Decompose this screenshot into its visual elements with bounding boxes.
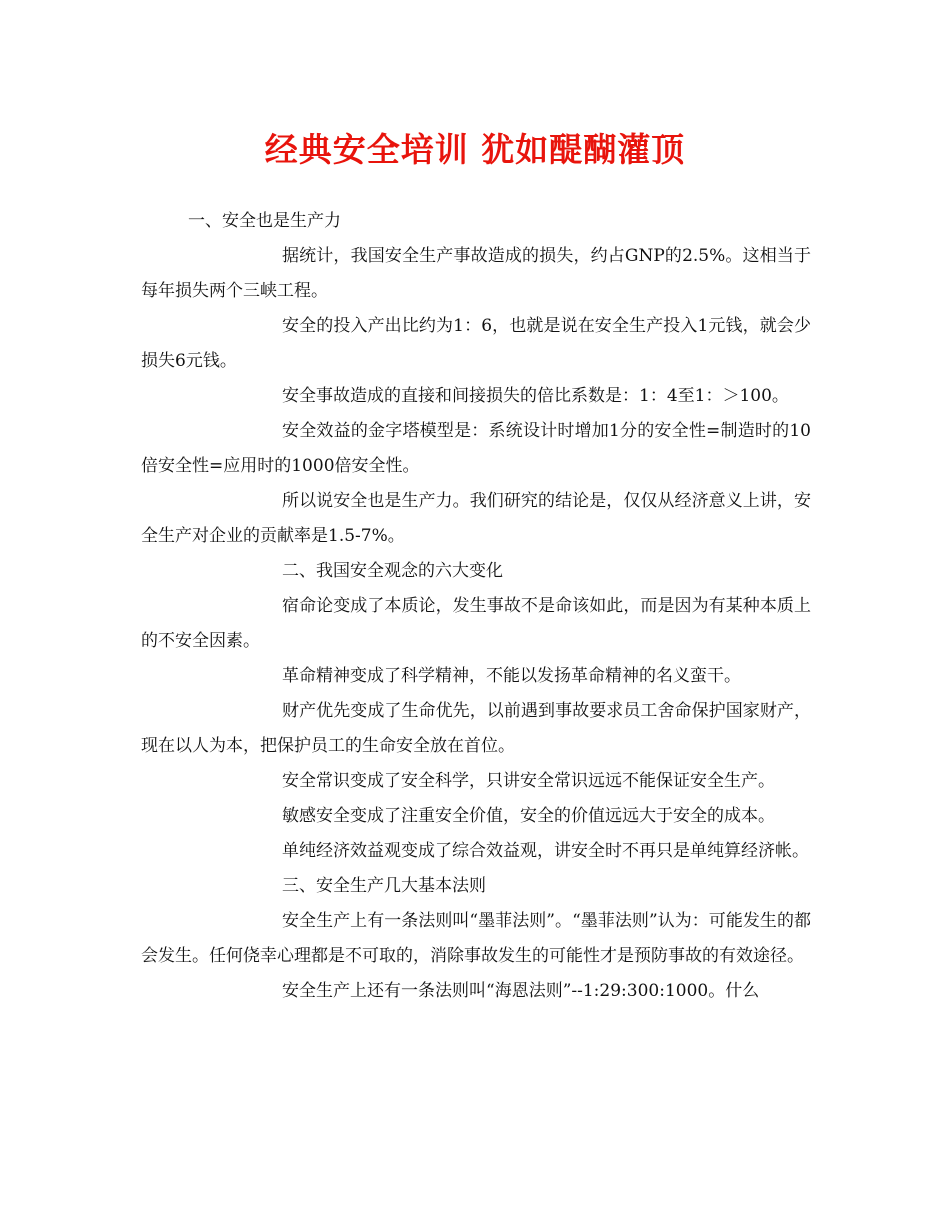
paragraph: 敏感安全变成了注重安全价值，安全的价值远远大于安全的成本。 bbox=[282, 806, 775, 826]
section-heading-1: 一、安全也是生产力 bbox=[188, 211, 341, 231]
paragraph: 安全生产上还有一条法则叫“海恩法则”--1:29:300:1000。什么 bbox=[282, 981, 760, 1001]
paragraph: 宿命论变成了本质论，发生事故不是命该如此，而是因为有某种本质上的不安全因素。 bbox=[141, 596, 811, 651]
document-title: 经典安全培训 犹如醍醐灌顶 bbox=[264, 130, 686, 169]
paragraph: 安全效益的金字塔模型是：系统设计时增加1分的安全性=制造时的10倍安全性=应用时的1000倍安全性。 bbox=[141, 421, 811, 476]
paragraph: 财产优先变成了生命优先，以前遇到事故要求员工舍命保护国家财产，现在以人为本，把保护员工的生命安全放在首位。 bbox=[141, 701, 811, 756]
document-body bbox=[141, 204, 811, 1009]
paragraph: 据统计，我国安全生产事故造成的损失，约占GNP的2.5%。这相当于每年损失两个三峡工程。 bbox=[141, 246, 811, 301]
section-heading-2: 二、我国安全观念的六大变化 bbox=[282, 561, 503, 581]
paragraph: 安全常识变成了安全科学，只讲安全常识远远不能保证安全生产。 bbox=[282, 771, 775, 791]
paragraph: 安全事故造成的直接和间接损失的倍比系数是：1：4至1：＞100。 bbox=[282, 386, 789, 406]
paragraph: 所以说安全也是生产力。我们研究的结论是，仅仅从经济意义上讲，安全生产对企业的贡献率是1.5-7%。 bbox=[141, 491, 811, 546]
section-heading-3: 三、安全生产几大基本法则 bbox=[282, 876, 486, 896]
paragraph: 革命精神变成了科学精神，不能以发扬革命精神的名义蛮干。 bbox=[282, 666, 741, 686]
paragraph: 安全的投入产出比约为1：6，也就是说在安全生产投入1元钱，就会少损失6元钱。 bbox=[141, 316, 811, 371]
paragraph: 安全生产上有一条法则叫“墨菲法则”。“墨菲法则”认为：可能发生的都会发生。任何侥幸心理都是不可取的，消除事故发生的可能性才是预防事故的有效途径。 bbox=[141, 911, 811, 966]
paragraph: 单纯经济效益观变成了综合效益观，讲安全时不再只是单纯算经济帐。 bbox=[282, 841, 809, 861]
